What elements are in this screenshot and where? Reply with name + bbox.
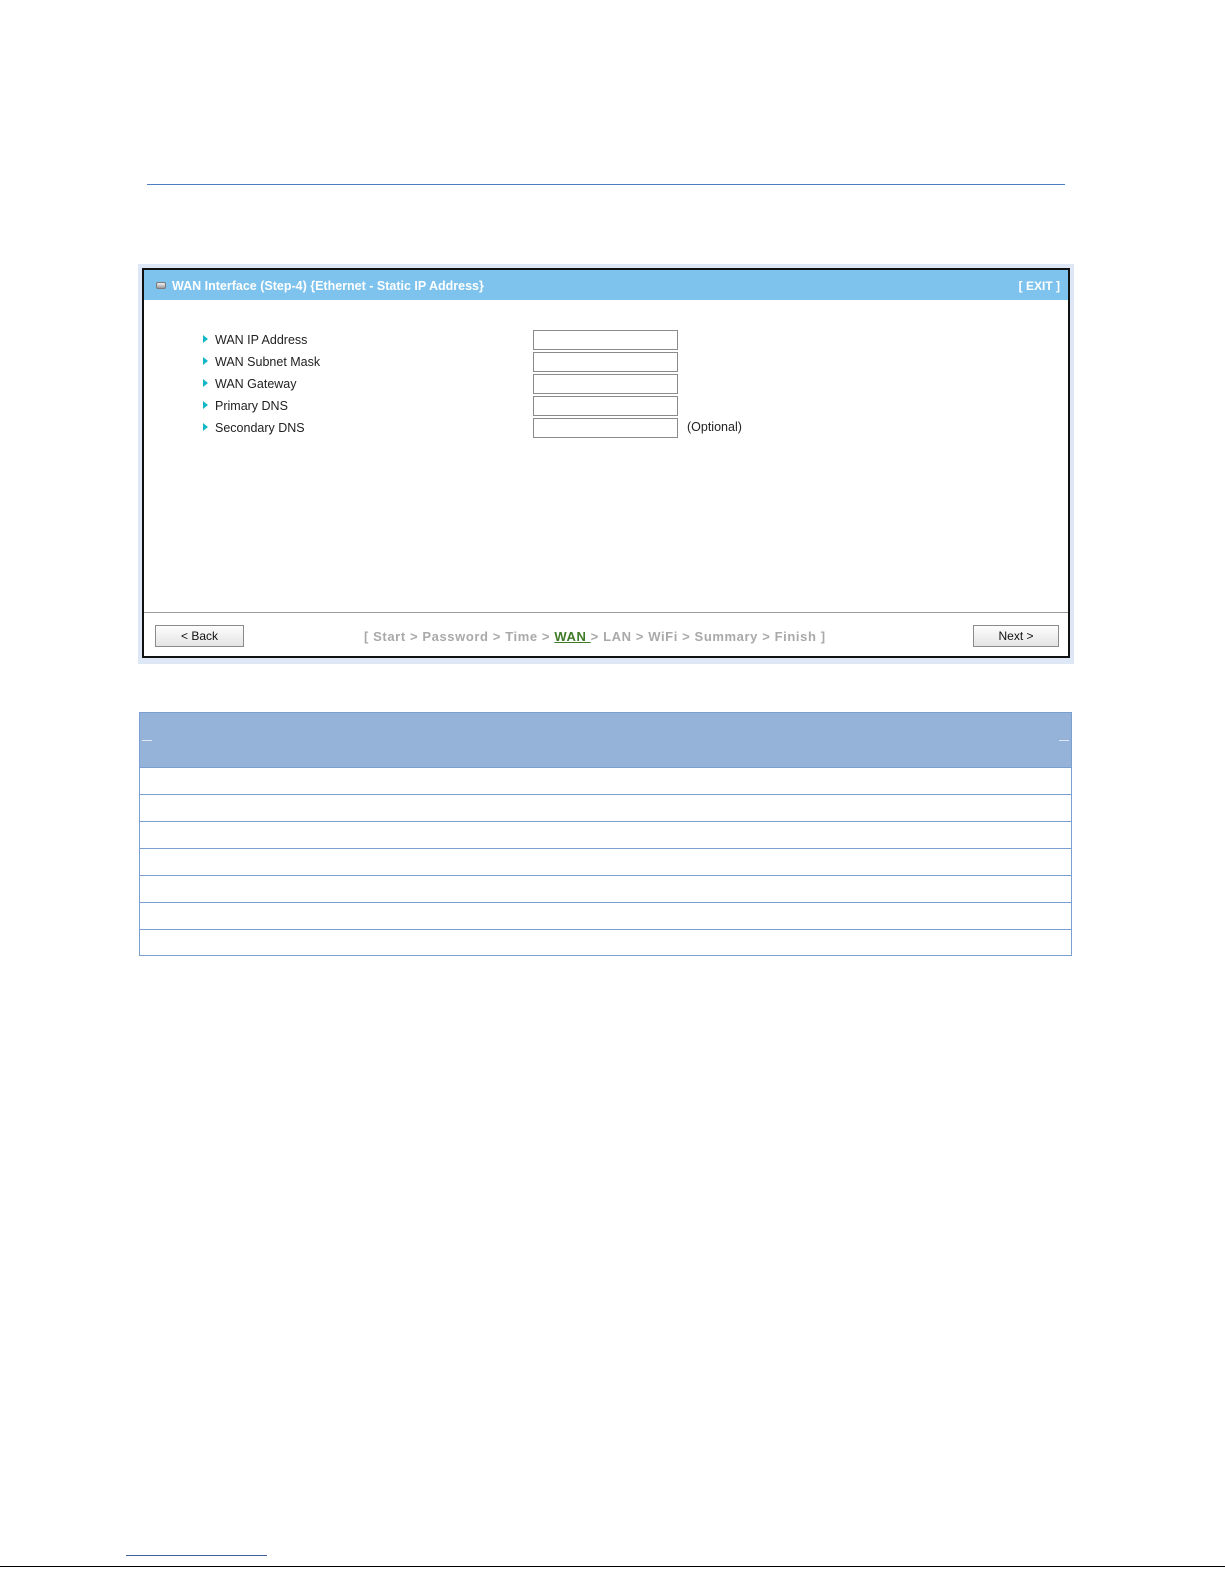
table-row	[140, 848, 1071, 875]
subnet-mask-input[interactable]	[533, 352, 678, 372]
header-tick	[1059, 740, 1069, 741]
field-label: Primary DNS	[215, 399, 288, 413]
top-divider	[147, 184, 1065, 185]
table-row	[140, 875, 1071, 902]
steps-before: [ Start > Password > Time >	[364, 629, 555, 644]
table-row	[140, 821, 1071, 848]
wizard-title: WAN Interface (Step-4) {Ethernet - Static IP Address}	[172, 279, 484, 293]
footnote-divider	[126, 1555, 267, 1556]
wan-wizard-panel	[142, 268, 1070, 658]
wizard-header	[144, 270, 1068, 300]
secondary-dns-input[interactable]	[533, 418, 678, 438]
wan-ip-input[interactable]	[533, 330, 678, 350]
primary-dns-input[interactable]	[533, 396, 678, 416]
field-label: Secondary DNS	[215, 421, 305, 435]
gateway-input[interactable]	[533, 374, 678, 394]
field-label: WAN Subnet Mask	[215, 355, 321, 369]
arrow-right-icon	[203, 357, 208, 365]
header-tick	[142, 740, 152, 741]
arrow-right-icon	[203, 379, 208, 387]
exit-link[interactable]: [ EXIT ]	[1018, 279, 1060, 293]
bullet-icon	[156, 282, 166, 289]
back-button[interactable]: < Back	[155, 625, 244, 647]
table-row	[140, 767, 1071, 794]
steps-after: > LAN > WiFi > Summary > Finish ]	[590, 629, 826, 644]
table-row	[140, 929, 1071, 956]
field-label: WAN IP Address	[215, 333, 308, 347]
step-breadcrumb	[364, 629, 826, 644]
table-row	[140, 902, 1071, 929]
arrow-right-icon	[203, 423, 208, 431]
page-bottom-divider	[0, 1566, 1225, 1567]
wizard-footer	[144, 612, 1068, 657]
table-header	[140, 713, 1071, 767]
arrow-right-icon	[203, 401, 208, 409]
table-row	[140, 794, 1071, 821]
optional-note: (Optional)	[687, 420, 742, 434]
empty-table	[139, 712, 1072, 956]
arrow-right-icon	[203, 335, 208, 343]
active-step: WAN	[554, 629, 591, 644]
field-label: WAN Gateway	[215, 377, 297, 391]
next-button[interactable]: Next >	[973, 625, 1059, 647]
